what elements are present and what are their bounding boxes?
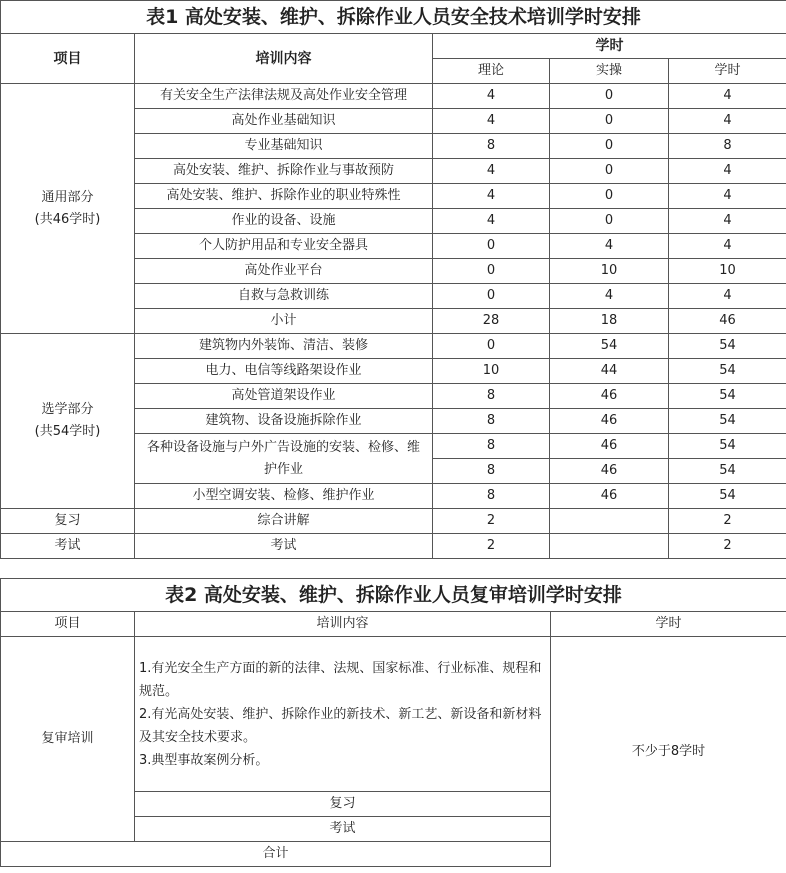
table-row-content: 个人防护用品和专业安全器具 <box>135 234 433 259</box>
table-cell-total: 54 <box>669 384 786 409</box>
table-row-content: 有关安全生产法律法规及高处作业安全管理 <box>135 84 433 109</box>
t2-header-hours: 学时 <box>551 612 786 637</box>
retrain-content-line-2: 2.有光高处安装、维护、拆除作业的新技术、新工艺、新设备和新材料及其安全技术要求。 <box>139 706 542 745</box>
table-cell-total: 4 <box>669 159 786 184</box>
table-cell-total: 54 <box>669 409 786 434</box>
table-cell-theory: 8 <box>433 459 550 484</box>
retrain-content-line-1: 1.有光安全生产方面的新的法律、法规、国家标准、行业标准、规程和规范。 <box>139 660 542 699</box>
header-total: 学时 <box>669 59 786 84</box>
table-cell-practice: 0 <box>550 184 669 209</box>
table-cell-practice: 46 <box>550 384 669 409</box>
table-row-content: 电力、电信等线路架设作业 <box>135 359 433 384</box>
table-row-content: 建筑物内外装饰、清洁、装修 <box>135 334 433 359</box>
elective-label: 选学部分 <box>41 402 94 417</box>
table-cell-total: 4 <box>669 284 786 309</box>
table-cell-practice: 46 <box>550 459 669 484</box>
table-cell-practice: 0 <box>550 209 669 234</box>
table-cell-theory: 8 <box>433 384 550 409</box>
subtotal-total: 46 <box>669 309 786 334</box>
table-row-content: 高处作业平台 <box>135 259 433 284</box>
t2-header-content: 培训内容 <box>135 612 551 637</box>
header-practice: 实操 <box>550 59 669 84</box>
table-cell-theory: 4 <box>433 184 550 209</box>
table-cell-total: 4 <box>669 209 786 234</box>
exam-label: 考试 <box>1 534 135 559</box>
table-cell-theory: 4 <box>433 209 550 234</box>
table-cell-theory: 8 <box>433 134 550 159</box>
table-row-content: 高处安装、维护、拆除作业的职业特殊性 <box>135 184 433 209</box>
table-cell-practice: 46 <box>550 434 669 459</box>
table-row-content: 专业基础知识 <box>135 134 433 159</box>
elective-label-cell <box>1 334 135 509</box>
table-cell-theory: 10 <box>433 359 550 384</box>
review-content: 综合讲解 <box>135 509 433 534</box>
total-label: 合计 <box>1 842 551 867</box>
table-cell-theory: 0 <box>433 284 550 309</box>
retrain-exam: 考试 <box>135 817 551 842</box>
general-label-cell <box>1 84 135 334</box>
table-cell-practice: 46 <box>550 409 669 434</box>
retrain-label: 复审培训 <box>1 637 135 842</box>
table-cell-theory: 4 <box>433 109 550 134</box>
review-label: 复习 <box>1 509 135 534</box>
table-cell-practice: 0 <box>550 159 669 184</box>
subtotal-practice: 18 <box>550 309 669 334</box>
table-cell-total: 4 <box>669 234 786 259</box>
table-cell-practice: 0 <box>550 109 669 134</box>
table-cell-practice: 4 <box>550 234 669 259</box>
subtotal-label: 小计 <box>135 309 433 334</box>
table-cell-theory: 8 <box>433 434 550 459</box>
table-row-content: 建筑物、设备设施拆除作业 <box>135 409 433 434</box>
retrain-review: 复习 <box>135 792 551 817</box>
table-cell-total: 54 <box>669 434 786 459</box>
table-row-content: 高处作业基础知识 <box>135 109 433 134</box>
general-sublabel: (共46学时) <box>34 211 101 227</box>
exam-practice <box>550 534 669 559</box>
review-theory: 2 <box>433 509 550 534</box>
table-cell-theory: 8 <box>433 409 550 434</box>
table-row-content: 小型空调安装、检修、维护作业 <box>135 484 433 509</box>
table-cell-theory: 8 <box>433 484 550 509</box>
table-row-content: 作业的设备、设施 <box>135 209 433 234</box>
table-cell-practice: 54 <box>550 334 669 359</box>
table-cell-practice: 4 <box>550 284 669 309</box>
t2-header-item: 项目 <box>1 612 135 637</box>
header-hours: 学时 <box>433 34 786 59</box>
retrain-content <box>135 637 551 792</box>
table-cell-practice: 46 <box>550 484 669 509</box>
table-row-content: 高处安装、维护、拆除作业与事故预防 <box>135 159 433 184</box>
table-cell-total: 4 <box>669 84 786 109</box>
review-practice <box>550 509 669 534</box>
retrain-hours: 不少于8学时 <box>551 637 786 867</box>
table-row-content-merged: 各种设备设施与户外广告设施的安装、检修、维护作业 <box>135 434 433 484</box>
review-total: 2 <box>669 509 786 534</box>
general-label: 通用部分 <box>41 189 94 205</box>
header-theory: 理论 <box>433 59 550 84</box>
table-cell-total: 54 <box>669 484 786 509</box>
table-cell-total: 4 <box>669 109 786 134</box>
table-cell-practice: 0 <box>550 134 669 159</box>
exam-total: 2 <box>669 534 786 559</box>
table-cell-theory: 0 <box>433 334 550 359</box>
table-cell-theory: 0 <box>433 259 550 284</box>
header-item: 项目 <box>1 34 135 84</box>
table-row-content: 自救与急救训练 <box>135 284 433 309</box>
table-cell-practice: 0 <box>550 84 669 109</box>
table-cell-total: 54 <box>669 459 786 484</box>
table-cell-theory: 4 <box>433 84 550 109</box>
exam-theory: 2 <box>433 534 550 559</box>
table-2 <box>0 578 786 867</box>
table-cell-total: 8 <box>669 134 786 159</box>
retrain-content-line-3: 3.典型事故案例分析。 <box>139 752 269 768</box>
table-2-title: 表2 高处安装、维护、拆除作业人员复审培训学时安排 <box>1 579 786 612</box>
subtotal-theory: 28 <box>433 309 550 334</box>
exam-content: 考试 <box>135 534 433 559</box>
header-content: 培训内容 <box>135 34 433 84</box>
elective-sublabel: (共54学时) <box>34 424 101 439</box>
table-cell-total: 4 <box>669 184 786 209</box>
table-row-content: 高处管道架设作业 <box>135 384 433 409</box>
table-cell-practice: 44 <box>550 359 669 384</box>
table-cell-total: 10 <box>669 259 786 284</box>
table-cell-theory: 0 <box>433 234 550 259</box>
table-1-title: 表1 高处安装、维护、拆除作业人员安全技术培训学时安排 <box>1 1 786 34</box>
table-cell-theory: 4 <box>433 159 550 184</box>
table-cell-total: 54 <box>669 359 786 384</box>
table-cell-total: 54 <box>669 334 786 359</box>
table-cell-practice: 10 <box>550 259 669 284</box>
